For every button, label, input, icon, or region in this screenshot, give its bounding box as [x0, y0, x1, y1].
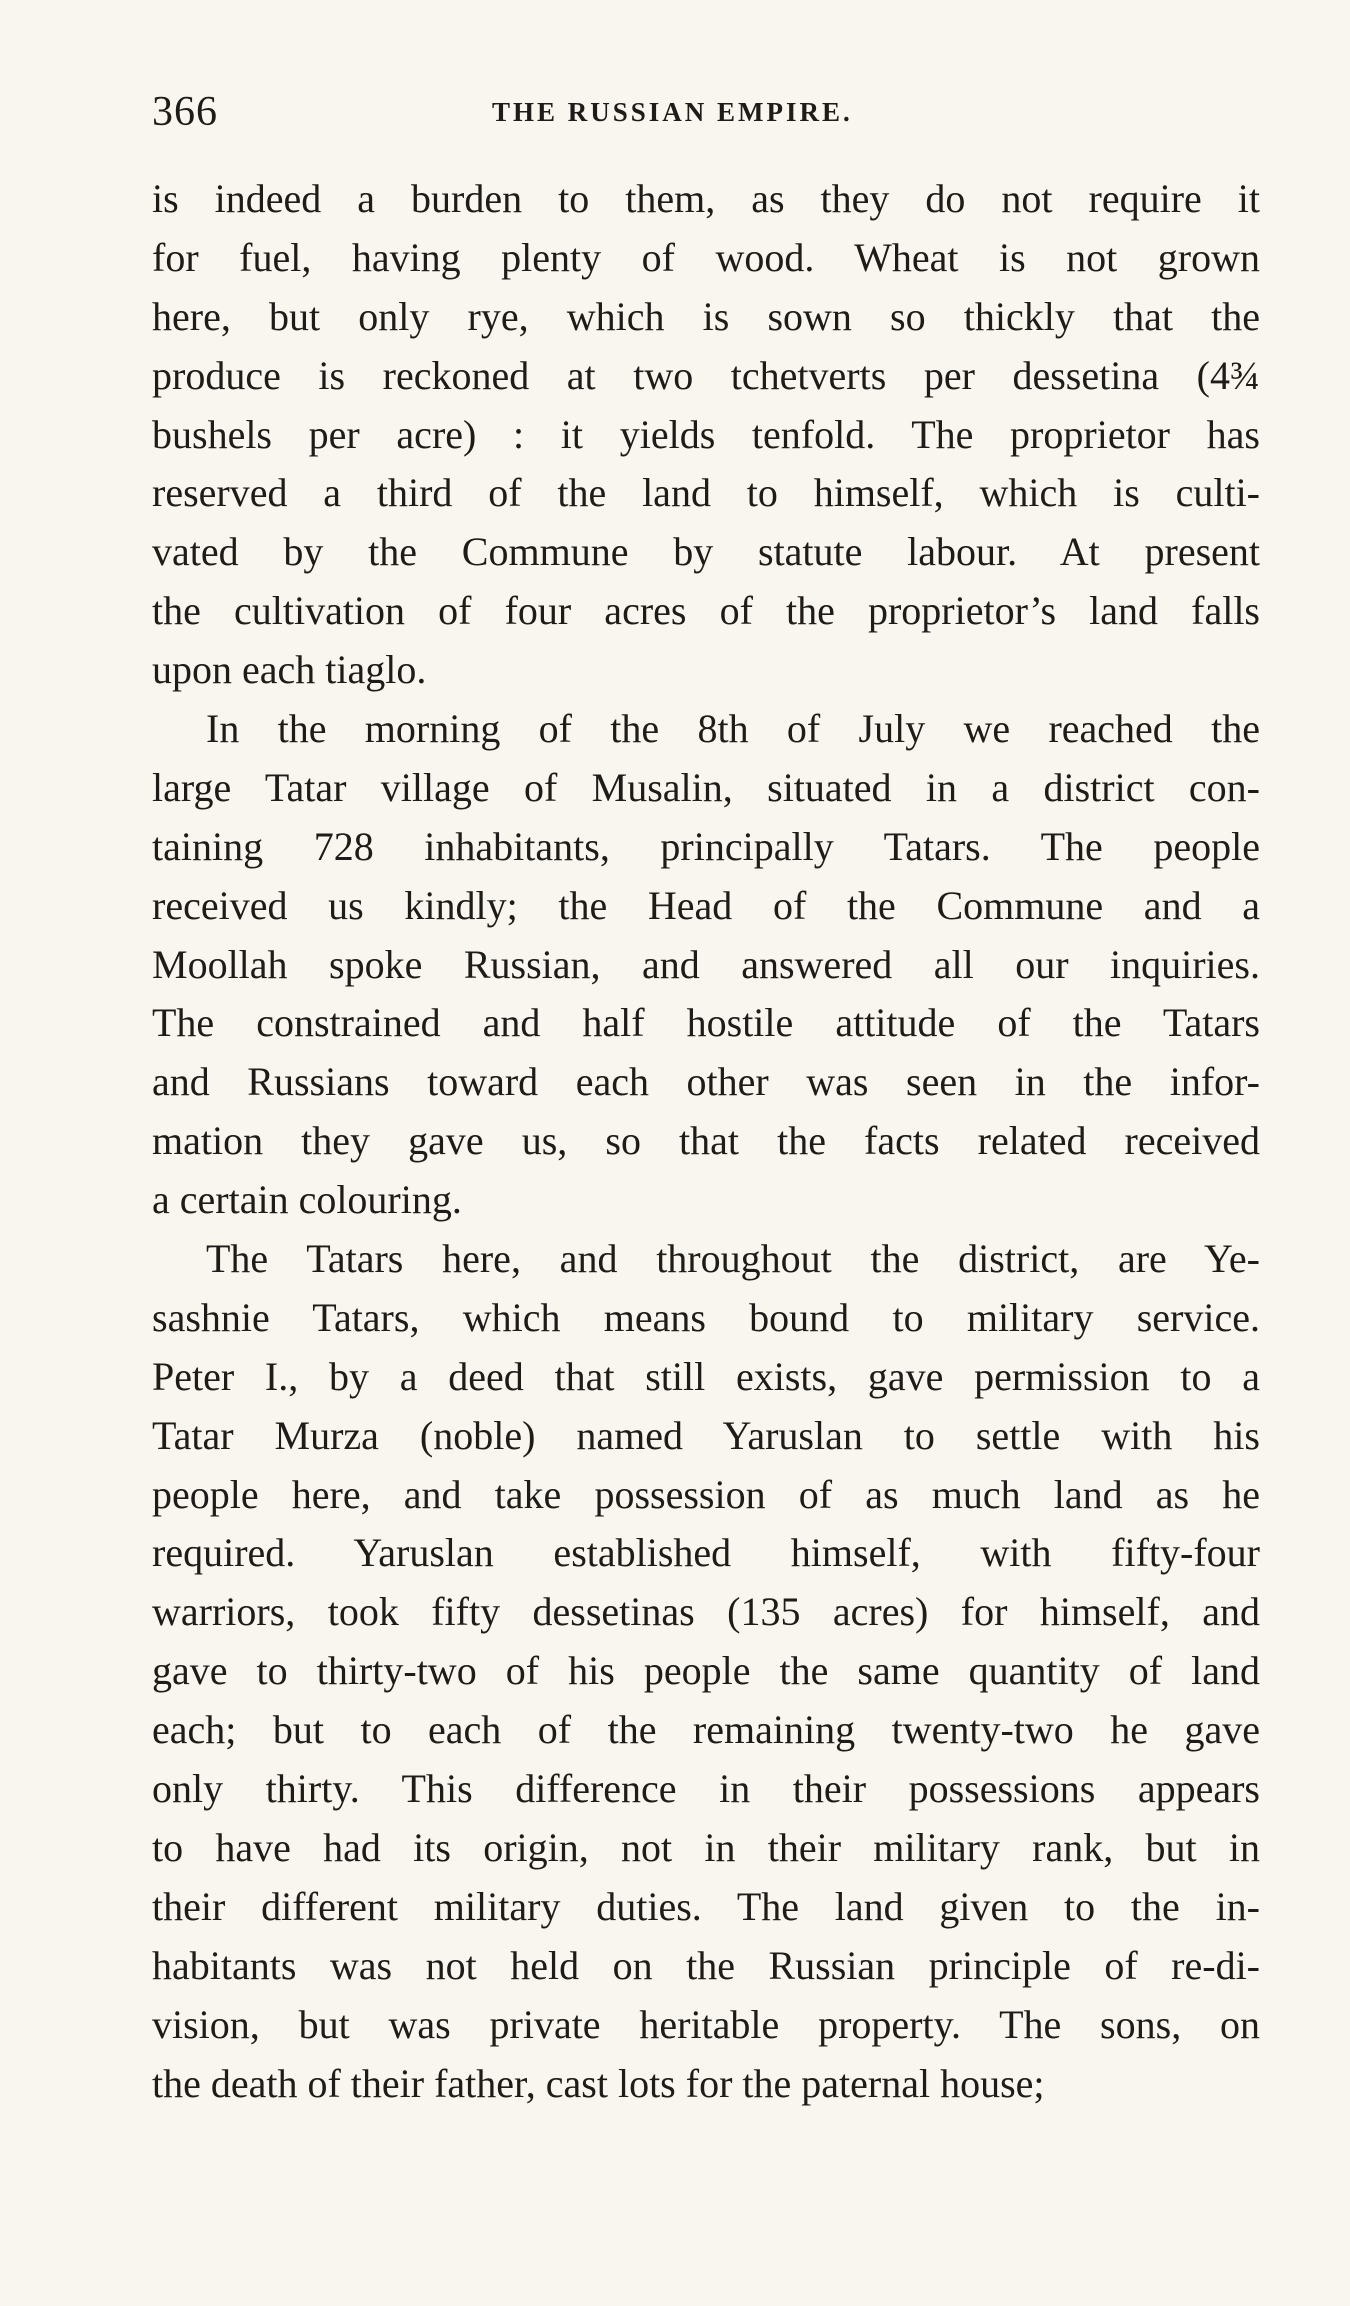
text-line: sashnie Tatars, which means bound to military service. — [152, 1294, 1260, 1340]
text-line: received us kindly; the Head of the Commune and a — [152, 882, 1260, 928]
page-number: 366 — [152, 89, 218, 135]
text-line: a certain colouring. — [152, 1177, 462, 1223]
text-line: large Tatar village of Musalin, situated in a district con- — [152, 764, 1260, 810]
text-line: taining 728 inhabitants, principally Tatars. The people — [152, 823, 1260, 869]
text-line: vated by the Commune by statute labour. At present — [152, 529, 1260, 575]
text-line: and Russians toward each other was seen in the infor- — [152, 1059, 1260, 1105]
text-line: warriors, took fifty dessetinas (135 acres) for himself, and — [152, 1589, 1260, 1635]
text-line: people here, and take possession of as much land as he — [152, 1471, 1260, 1517]
running-head — [152, 82, 1252, 142]
text-line: produce is reckoned at two tchetverts per dessetina (4¾ — [152, 352, 1260, 398]
text-line: the cultivation of four acres of the proprietor’s land falls — [152, 588, 1260, 634]
text-line: The constrained and half hostile attitude of the Tatars — [152, 1000, 1260, 1046]
text-line: to have had its origin, not in their military rank, but in — [152, 1824, 1260, 1870]
text-line: required. Yaruslan established himself, with fifty-four — [152, 1530, 1260, 1576]
text-line: reserved a third of the land to himself, which is culti- — [152, 470, 1260, 516]
text-line: is indeed a burden to them, as they do not require it — [152, 176, 1260, 221]
text-line: the death of their father, cast lots for the paternal house; — [152, 2060, 1045, 2106]
text-line: habitants was not held on the Russian principle of re-di- — [152, 1942, 1260, 1988]
text-line: mation they gave us, so that the facts related received — [152, 1118, 1260, 1164]
text-line: vision, but was private heritable property. The sons, on — [152, 2001, 1260, 2047]
text-line: Tatar Murza (noble) named Yaruslan to settle with his — [152, 1412, 1260, 1458]
text-line: The Tatars here, and throughout the district, are Ye- — [206, 1236, 1260, 1282]
text-line: their different military duties. The land given to the in- — [152, 1883, 1260, 1929]
text-line: Peter I., by a deed that still exists, gave permission to a — [152, 1353, 1260, 1399]
text-line: bushels per acre) : it yields tenfold. The proprietor has — [152, 411, 1260, 457]
text-line: for fuel, having plenty of wood. Wheat is not grown — [152, 234, 1260, 280]
text-line: gave to thirty-two of his people the same quantity of land — [152, 1648, 1260, 1694]
text-line: Moollah spoke Russian, and answered all our inquiries. — [152, 941, 1260, 987]
text-line: each; but to each of the remaining twenty-two he gave — [152, 1707, 1260, 1753]
running-title: THE RUSSIAN EMPIRE. — [492, 97, 853, 127]
text-line: In the morning of the 8th of July we reached the — [206, 706, 1260, 752]
text-line: upon each tiaglo. — [152, 647, 427, 693]
text-line: only thirty. This difference in their possessions appears — [152, 1766, 1260, 1812]
body-text — [152, 170, 1260, 2113]
text-line: here, but only rye, which is sown so thickly that the — [152, 293, 1260, 339]
